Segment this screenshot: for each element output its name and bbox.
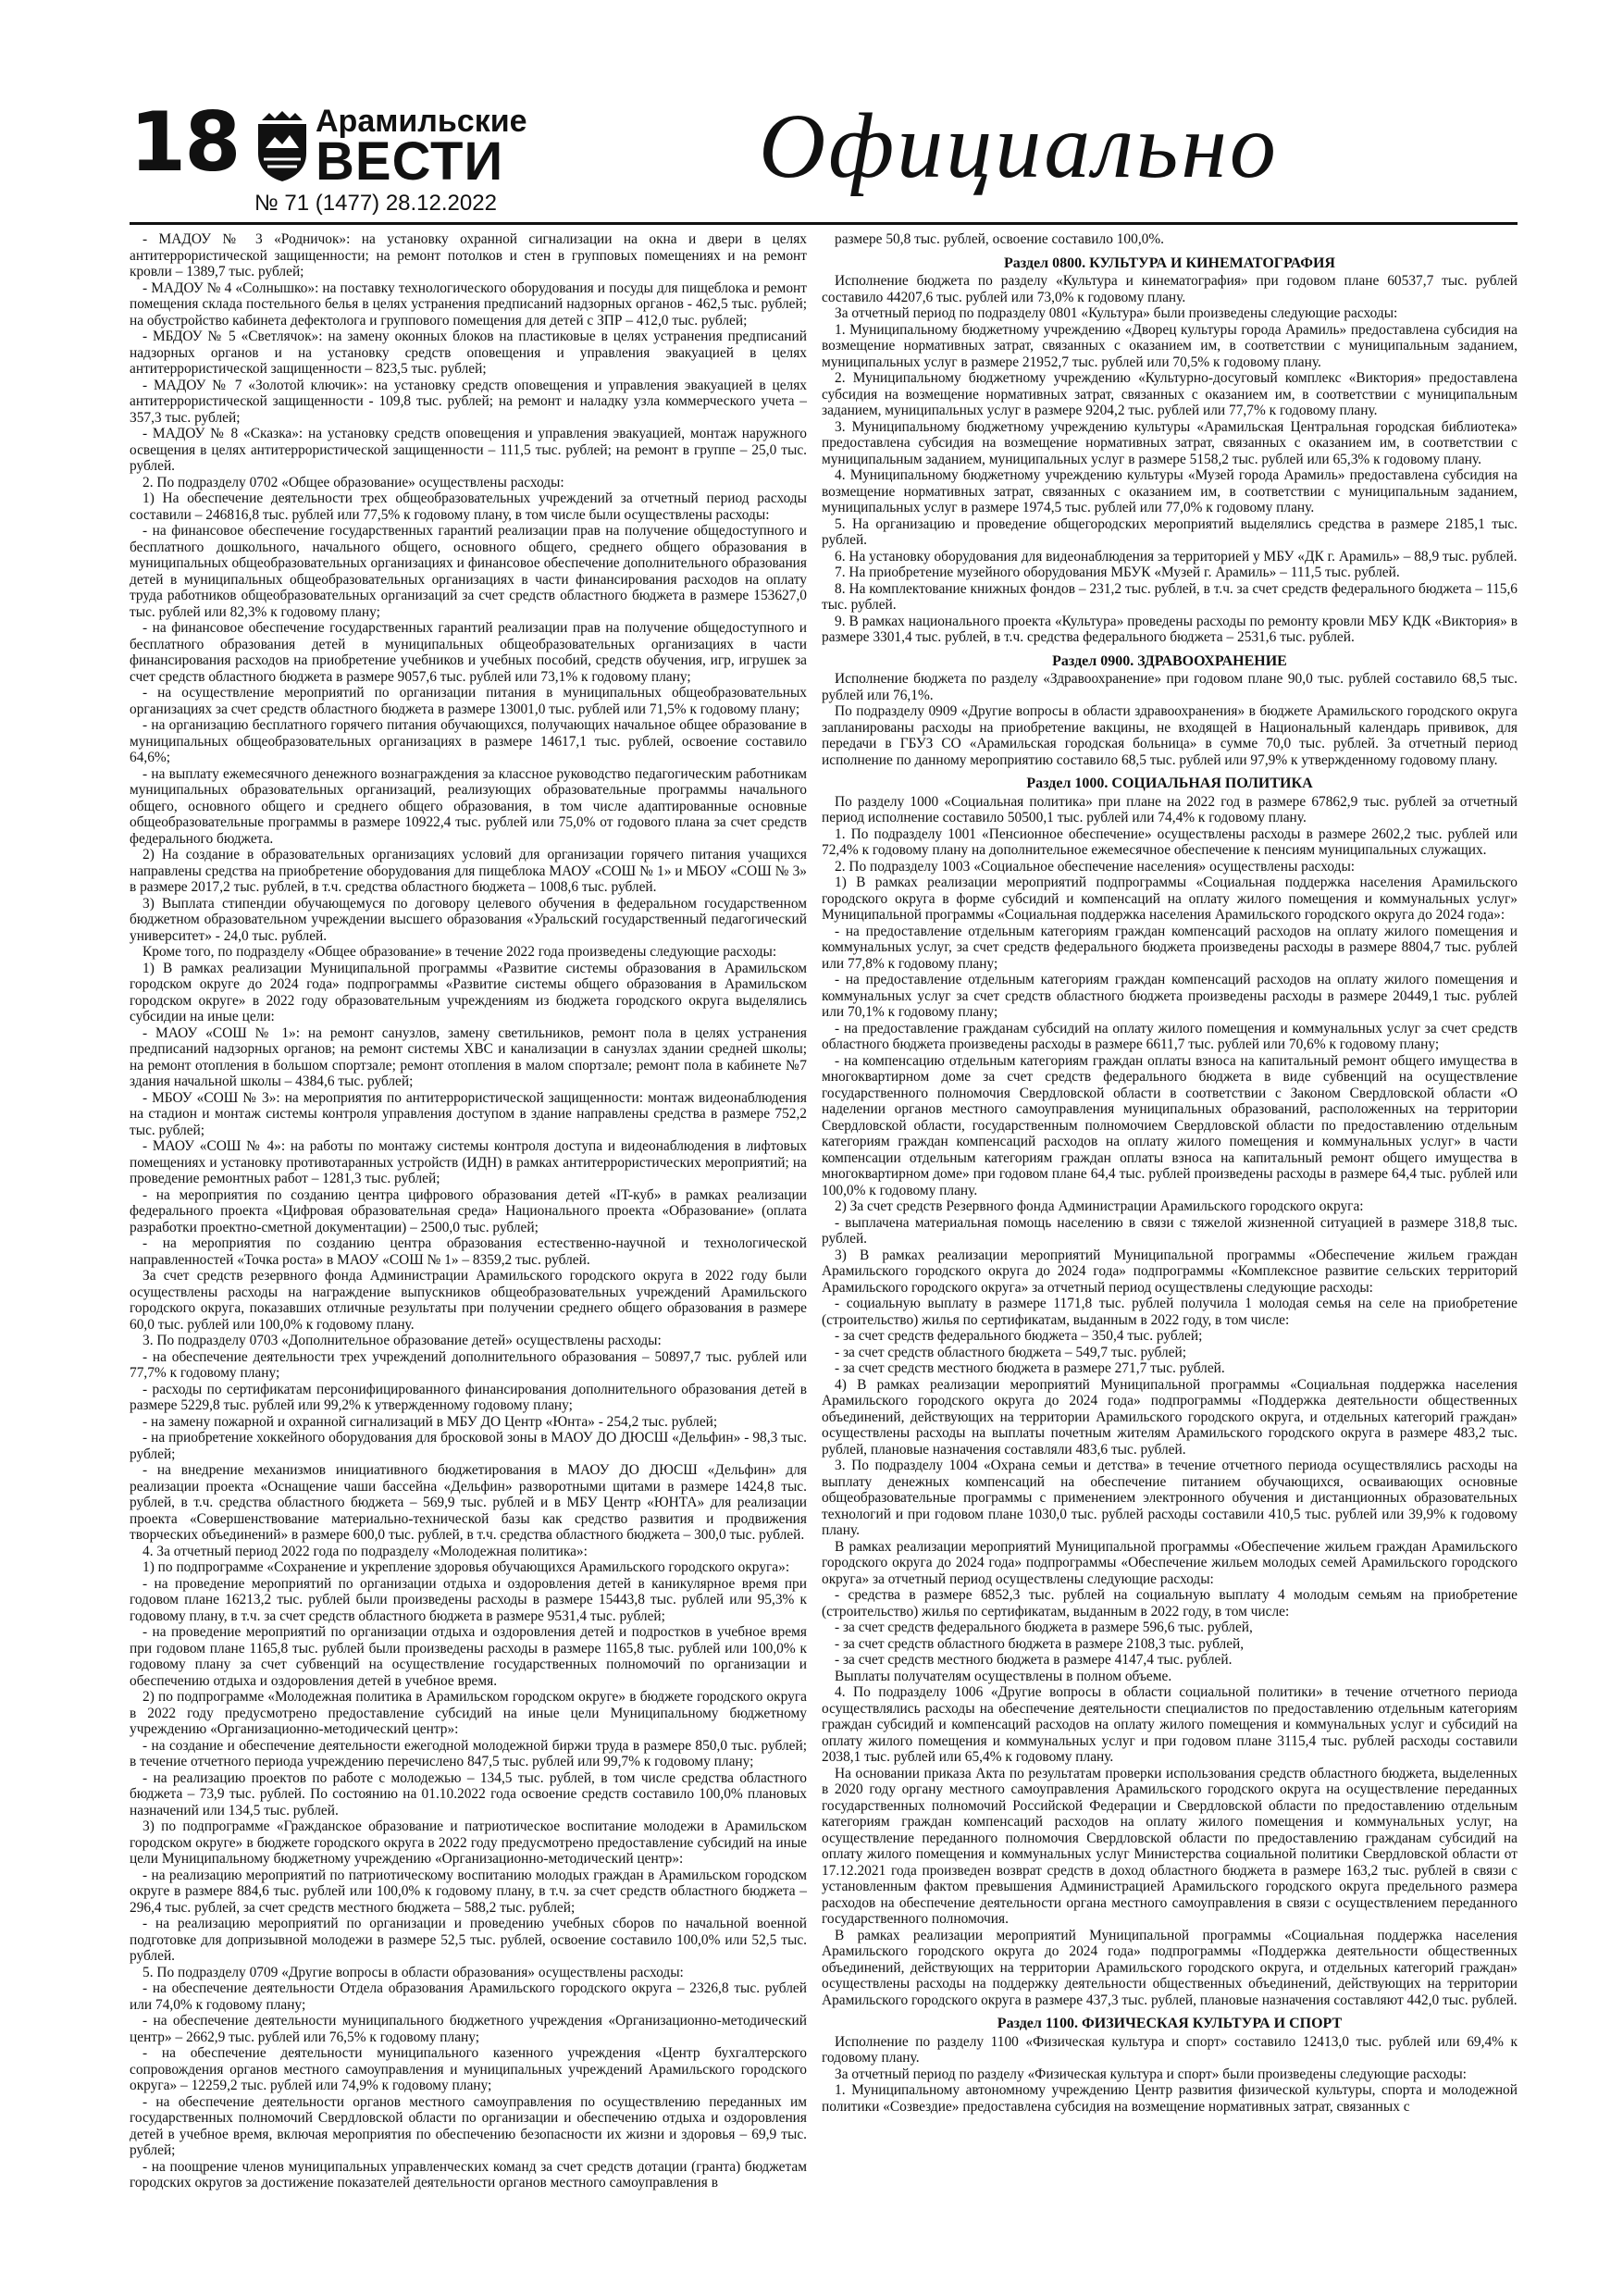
article-paragraph: 3) В рамках реализации мероприятий Муниципальной программы «Обеспечение жильем граждан Арамильского городского округа до 2024 года» подпрограммы «Комплексное развитие сельских территорий Арамильского городского округа» за отчетный период осуществлены следующие расходы: — [822, 1247, 1518, 1296]
article-paragraph: В рамках реализации мероприятий Муниципальной программы «Обеспечение жильем граждан Арамильского городского округа до 2024 года» подпрограммы «Обеспечение жильем молодых семей Арамильского городского округа» за отчетный период осуществлены следующие расходы: — [822, 1538, 1518, 1587]
article-paragraph: По разделу 1000 «Социальная политика» при плане на 2022 год в размере 67862,9 тыс. рублей за отчетный период исполнение составило 50500,1 тыс. рублей или 74,4% к годовому плану. — [822, 793, 1518, 825]
page-number: 18 — [130, 94, 240, 190]
right-column — [822, 231, 1518, 2286]
issue-info: № 71 (1477) 28.12.2022 — [254, 191, 497, 216]
article-paragraph: 1. По подразделу 1001 «Пенсионное обеспечение» осуществлены расходы в размере 2602,2 тыс. рублей или 72,4% к годовому плану на дополнительное ежемесячное обеспечение к пенсиям муниципальных служащих. — [822, 825, 1518, 858]
article-paragraph: 1) по подпрограмме «Сохранение и укрепление здоровья обучающихся Арамильского городского округа»: — [142, 1559, 790, 1575]
article-paragraph: - на создание и обеспечение деятельности ежегодной молодежной биржи труда в размере 850,0 тыс. рублей; в течение отчетного периода учреждению перечислено 847,5 тыс. рублей или 99,7% к годовому плану; — [130, 1737, 807, 1769]
article-paragraph: 2. Муниципальному бюджетному учреждению «Культурно-досуговый комплекс «Виктория» предоставлена субсидия на возмещение нормативных затрат, связанных с оказанием им, в соответствии с муниципальным заданием, муниципальных услуг в размере 9204,2 тыс. рублей или 77,7% к годовому плану. — [822, 370, 1518, 418]
article-paragraph: За отчетный период по подразделу 0801 «Культура» были произведены следующие расходы: — [835, 305, 1398, 321]
article-paragraph: - на финансовое обеспечение государственных гарантий реализации прав на получение общедоступного и бесплатного дошкольного, начального общего, основного общего, среднего общего образования в муниципальных общеобразовательных организациях и финансовое обеспечение дополнительного образования детей в муниципальных общеобразовательных организациях в части финансирования расходов на оплату труда работников общеобразовательных организаций за счет средств областного бюджета в размере 153627,0 тыс. рублей или 82,3% к годовому плану; — [130, 523, 807, 620]
article-paragraph: - МАДОУ № 7 «Золотой ключик»: на установку средств оповещения и управления эвакуацией в целях антитеррористической защищенности - 109,8 тыс. рублей; на ремонт и наладку узла коммерческого учета – 357,3 тыс. рублей; — [130, 377, 807, 426]
article-paragraph: - на обеспечение деятельности органов местного самоуправления по осуществлению переданных им государственных полномочий Свердловской области по организации и обеспечению отдыха и оздоровления детей в учебное время, включая мероприятия по обеспечению безопасности их жизни и здоровья – 69,9 тыс. рублей; — [130, 2093, 807, 2158]
article-paragraph: - на выплату ежемесячного денежного вознаграждения за классное руководство педагогическим работникам муниципальных образовательных организаций, реализующих образовательные программы начального общего, основного общего и среднего общего образования, в том числе адаптированные основные общеобразовательные программы в размере 10922,4 тыс. рублей или 75,0% от годового плана за счет средств федерального бюджета. — [130, 765, 807, 847]
section-heading: Раздел 1100. ФИЗИЧЕСКАЯ КУЛЬТУРА И СПОРТ — [997, 2016, 1343, 2031]
article-paragraph: Исполнение бюджета по разделу «Здравоохранение» при годовом плане 90,0 тыс. рублей составило 68,5 тыс. рублей или 76,1%. — [822, 671, 1518, 703]
article-paragraph: 1) На обеспечение деятельности трех общеобразовательных учреждений за отчетный период расходы составили – 246816,8 тыс. рублей или 77,5% к годовому плану, в том числе были осуществлены расходы: — [130, 490, 807, 523]
article-paragraph: 7. На приобретение музейного оборудования МБУК «Музей г. Арамиль» – 111,5 тыс. рублей. — [835, 565, 1400, 580]
section-heading: Раздел 0900. ЗДРАВООХРАНЕНИЕ — [1052, 652, 1287, 669]
article-paragraph: 5. На организацию и проведение общегородских мероприятий выделялись средства в размере 2185,1 тыс. рублей. — [822, 515, 1518, 548]
article-paragraph: - на предоставление отдельным категориям граждан компенсаций расходов на оплату жилого помещения и коммунальных услуг за счет средств областного бюджета произведены расходы в размере 20449,1 тыс. рублей или 70,1% к годовому плану; — [822, 972, 1518, 1020]
article-paragraph: 1. Муниципальному автономному учреждению Центр развития физической культуры, спорта и молодежной политики «Созвездие» предоставлена субсидия на возмещение нормативных затрат, связанных с — [822, 2082, 1518, 2115]
article-paragraph: - МАОУ «СОШ № 4»: на работы по монтажу системы контроля доступа и видеонаблюдения в лифтовых помещениях и установку противотаранных устройств (ИДН) в рамках антитеррористических мероприятий; на проведение ремонтных работ – 1281,3 тыс. рублей; — [130, 1138, 807, 1186]
article-paragraph: - на мероприятия по созданию центра образования естественно-научной и технологической направленностей «Точка роста» в МАОУ «СОШ № 1» – 8359,2 тыс. рублей. — [130, 1235, 807, 1268]
article-paragraph: 3. По подразделу 1004 «Охрана семьи и детства» в течение отчетного периода осуществлялись расходы на выплату денежных компенсаций на обеспечение питанием обучающихся, осваивающих основные общеобразовательные программы с применением электронного обучения и дистанционных образовательных технологий и при годовом плане 1030,0 тыс. рублей расходы составили 410,5 тыс. рублей или 39,9% к годовому плану. — [822, 1458, 1518, 1538]
article-paragraph: - на предоставление гражданам субсидий на оплату жилого помещения и коммунальных услуг за счет средств областного бюджета произведены расходы в размере 6611,7 тыс. рублей или 70,6% к годовому плану; — [822, 1020, 1518, 1052]
article-paragraph: Выплаты получателям осуществлены в полном объеме. — [835, 1668, 1172, 1684]
section-title: Официально — [759, 94, 1279, 197]
article-paragraph: - расходы по сертификатам персонифицированного финансирования дополнительного образования детей в размере 5229,8 тыс. рублей или 99,2% к утвержденному годовому плану; — [130, 1381, 807, 1413]
article-paragraph: - на реализацию мероприятий по патриотическому воспитанию молодых граждан в Арамильском городском округе в размере 884,6 тыс. рублей или 100,0% к годовому плану, в т.ч. за счет средств областного бюджета – 296,4 тыс. рублей, за счет средств местного бюджета – 588,2 тыс. рублей; — [130, 1867, 807, 1916]
section-heading: Раздел 0800. КУЛЬТУРА И КИНЕМАТОГРАФИЯ — [1004, 254, 1335, 271]
article-paragraph: размере 50,8 тыс. рублей, освоение составило 100,0%. — [835, 231, 1165, 247]
article-paragraph: - на реализацию мероприятий по организации и проведению учебных сборов по начальной военной подготовке для допризывной молодежи в размере 52,5 тыс. рублей, освоение составило 100,0% или 52,5 тыс. рублей. — [130, 1916, 807, 1964]
article-paragraph: 8. На комплектование книжных фондов – 231,2 тыс. рублей, в т.ч. за счет средств федерального бюджета – 115,6 тыс. рублей. — [822, 580, 1518, 613]
article-paragraph: 2) За счет средств Резервного фонда Администрации Арамильского городского округа: — [835, 1198, 1364, 1214]
article-paragraph: Исполнение бюджета по разделу «Культура и кинематография» при годовом плане 60537,7 тыс. рублей составило 44207,6 тыс. рублей или 73,0% к годовому плану. — [822, 273, 1518, 305]
article-paragraph: - на замену пожарной и охранной сигнализаций в МБУ ДО Центр «Юнта» - 254,2 тыс. рублей; — [142, 1413, 718, 1430]
article-paragraph: 2) по подпрограмме «Молодежная политика в Арамильском городском округе» в бюджете городского округа в 2022 году предусмотрено предоставление субсидий на иные цели Муниципальному бюджетному учреждению «Организационно-методический центр»: — [130, 1689, 807, 1737]
brand-title: ВЕСТИ — [316, 131, 504, 192]
article-paragraph: - на обеспечение деятельности муниципального бюджетного учреждения «Организационно-методический центр» – 2662,9 тыс. рублей или 76,5% к годовому плану; — [130, 2013, 807, 2045]
article-paragraph: - за счет средств областного бюджета в размере 2108,3 тыс. рублей, — [835, 1635, 1245, 1652]
article-paragraph: 2. По подразделу 1003 «Социальное обеспечение населения» осуществлены расходы: — [835, 858, 1356, 875]
article-paragraph: 4. Муниципальному бюджетному учреждению культуры «Музей города Арамиль» предоставлена субсидия на возмещение нормативных затрат, связанных с оказанием им, в соответствии с муниципальным заданием, муниципальных услуг в размере 1974,5 тыс. рублей или 77,0% к годовому плану. — [822, 467, 1518, 515]
article-paragraph: - МБДОУ № 5 «Светлячок»: на замену оконных блоков на пластиковые в целях устранения предписаний надзорных органов и на установку средств оповещения и управления эвакуацией в целях антитеррористической защищенности – 823,5 тыс. рублей; — [130, 329, 807, 377]
article-paragraph: - за счет средств местного бюджета в размере 271,7 тыс. рублей. — [835, 1360, 1225, 1376]
article-paragraph: 3) Выплата стипендии обучающемуся по договору целевого обучения в федеральном государственном бюджетном образовательном учреждении высшего образования «Уральский государственный педагогический университет» - 24,0 тыс. рублей. — [130, 895, 807, 944]
article-paragraph: - на приобретение хоккейного оборудования для бросковой зоны в МАОУ ДО ДЮСШ «Дельфин» - 98,3 тыс. рублей; — [130, 1430, 807, 1462]
article-paragraph: - выплачена материальная помощь населению в связи с тяжелой жизненной ситуацией в размере 318,8 тыс. рублей. — [822, 1214, 1518, 1247]
article-paragraph: 9. В рамках национального проекта «Культура» проведены расходы по ремонту кровли МБУ КДК «Виктория» в размере 3301,4 тыс. рублей, в т.ч. средства федерального бюджета – 2531,6 тыс. рублей. — [822, 613, 1518, 645]
article-paragraph: В рамках реализации мероприятий Муниципальной программы «Социальная поддержка населения Арамильского городского округа до 2024 года» подпрограммы «Поддержка деятельности общественных объединений, действующих на территории Арамильского городского округа, и отдельных категорий граждан» осуществлены расходы на поддержку деятельности общественных объединений, действующих на территории Арамильского городского округа в размере 437,3 тыс. рублей, плановые назначения составляют 442,0 тыс. рублей. — [822, 1927, 1518, 2008]
masthead — [130, 93, 1518, 231]
article-paragraph: 3. Муниципальному бюджетному учреждению культуры «Арамильская Центральная городская библиотека» предоставлена субсидия на возмещение нормативных затрат, связанных с оказанием им, в соответствии с муниципальным заданием, муниципальных услуг в размере 5158,2 тыс. рублей или 65,3% к годовому плану. — [822, 418, 1518, 467]
left-column — [130, 231, 807, 2286]
article-paragraph: 1) В рамках реализации Муниципальной программы «Развитие системы образования в Арамильском городском округе до 2024 года» подпрограммы «Развитие системы общего образования в Арамильском городском округе» в 2022 году образовательным учреждениям из бюджета городского округа выделялись субсидии на иные цели: — [130, 960, 807, 1024]
article-paragraph: - на обеспечение деятельности Отдела образования Арамильского городского округа – 2326,8 тыс. рублей или 74,0% к годовому плану; — [130, 1980, 807, 2013]
article-paragraph: - МАОУ «СОШ № 1»: на ремонт санузлов, замену светильников, ремонт пола в целях устранения предписаний надзорных органов; на ремонт системы ХВС и канализации в санузлах здании средней школы; на ремонт отопления в большом спортзале; ремонт отопления в малом спортзале; ремонт пола в кабинете №7 здания начальной школы – 4384,6 тыс. рублей; — [130, 1024, 807, 1089]
article-paragraph: За счет средств резервного фонда Администрации Арамильского городского округа в 2022 году были осуществлены расходы на награждение выпускников общеобразовательных учреждений Арамильского городского округа, показавших отличные результаты при получении среднего общего образования в размере 60,0 тыс. рублей или 100,0% к годовому плану. — [130, 1268, 807, 1333]
article-paragraph: 2. По подразделу 0702 «Общее образование» осуществлены расходы: — [142, 474, 564, 490]
article-paragraph: - за счет средств федерального бюджета – 350,4 тыс. рублей; — [835, 1328, 1203, 1344]
article-paragraph: - МАДОУ № 4 «Солнышко»: на поставку технологического оборудования и посуды для пищеблока и ремонт помещения склада постельного белья в целях устранения предписаний надзорных органов - 462,5 тыс. рублей; на обустройство кабинета дефектолога и группового помещения для детей с ЗПР – 412,0 тыс. рублей; — [130, 279, 807, 329]
article-paragraph: 4. По подразделу 1006 «Другие вопросы в области социальной политики» в течение отчетного периода осуществлялись расходы на обеспечение деятельности специалистов по предоставлению отдельным категориям граждан субсидий и компенсаций расходов на оплату жилого помещения и коммунальных услуг и субсидий на оплату жилого помещения и коммунальных услуг и при годовом плане 3115,4 тыс. рублей расходы составили 2038,1 тыс. рублей или 65,4% к годовому плану. — [822, 1684, 1518, 1765]
article-paragraph: - социальную выплату в размере 1171,8 тыс. рублей получила 1 молодая семья на селе на приобретение (строительство) жилья по сертификатам, выданным в 2022 году, в том числе: — [822, 1296, 1518, 1328]
article-paragraph: - средства в размере 6852,3 тыс. рублей на социальную выплату 4 молодым семьям на приобретение (строительство) жилья по сертификатам, выданным в 2022 году, в том числе: — [822, 1587, 1518, 1620]
article-paragraph: - на обеспечение деятельности муниципального казенного учреждения «Центр бухгалтерского сопровождения органов местного самоуправления и муниципальных учреждений Арамильского городского округа» – 12259,2 тыс. рублей или 74,9% к годовому плану; — [130, 2045, 807, 2093]
article-paragraph: - за счет средств федерального бюджета в размере 596,6 тыс. рублей, — [835, 1620, 1253, 1635]
article-paragraph: - на внедрение механизмов инициативного бюджетирования в МАОУ ДО ДЮСШ «Дельфин» для реализации проекта «Оснащение чаши бассейна «Дельфин» разворотными щитами в размере 1424,8 тыс. рублей, в т.ч. средства областного бюджета – 569,9 тыс. рублей и в МБУ Центр «ЮНТА» для реализации проекта «Совершенствование материально-технической базы как средство развития и продвижения творческих объединений» в размере 600,0 тыс. рублей, в т.ч. средства областного бюджета – 300,0 тыс. рублей. — [130, 1462, 807, 1543]
article-paragraph: 5. По подразделу 0709 «Другие вопросы в области образования» осуществлены расходы: — [142, 1964, 684, 1980]
article-paragraph: 1) В рамках реализации мероприятий подпрограммы «Социальная поддержка населения Арамильского городского округа в форме субсидий и компенсаций на оплату жилого помещения и коммунальных услуг» Муниципальной программы «Социальная поддержка населения Арамильского городского округа до 2024 года»: — [822, 875, 1518, 923]
article-paragraph: 3) по подпрограмме «Гражданское образование и патриотическое воспитание молодежи в Арамильском городском округе» в бюджете городского округа в 2022 году предусмотрено предоставление субсидий на иные цели Муниципальному бюджетному учреждению «Организационно-методический центр»: — [130, 1818, 807, 1867]
article-paragraph: - за счет средств областного бюджета – 549,7 тыс. рублей; — [835, 1344, 1186, 1360]
article-paragraph: - на проведение мероприятий по организации отдыха и оздоровления детей в каникулярное время при годовом плане 16213,2 тыс. рублей были произведены расходы в размере 15443,8 тыс. рублей или 95,3% к годовому плану, в т.ч. за счет средств областного бюджета в размере 9531,4 тыс. рублей; — [130, 1575, 807, 1624]
article-paragraph: За отчетный период по разделу «Физическая культура и спорт» были произведены следующие расходы: — [835, 2066, 1467, 2082]
article-paragraph: - на реализацию проектов по работе с молодежью – 134,5 тыс. рублей, в том числе средства областного бюджета – 73,9 тыс. рублей. По состоянию на 01.10.2022 года освоение средств составило 100,0% плановых назначений или 134,5 тыс. рублей. — [130, 1769, 807, 1818]
article-paragraph: - на мероприятия по созданию центра цифрового образования детей «IT-куб» в рамках реализации федерального проекта «Цифровая образовательная среда» Национального проекта «Образование» (оплата разработки проектно-сметной документации) – 2500,0 тыс. рублей; — [130, 1186, 807, 1235]
article-paragraph: 4. За отчетный период 2022 года по подразделу «Молодежная политика»: — [142, 1543, 588, 1559]
article-paragraph: Исполнение по разделу 1100 «Физическая культура и спорт» составило 12413,0 тыс. рублей или 69,4% к годовому плану. — [822, 2033, 1518, 2066]
newspaper-logo — [254, 100, 625, 225]
article-paragraph: - на финансовое обеспечение государственных гарантий реализации прав на получение общедоступного и бесплатного образования детей в муниципальных общеобразовательных организациях в части финансирования расходов на приобретение учебников и учебных пособий, средств обучения, игр, игрушек за счет средств областного бюджета в размере 9057,6 тыс. рублей или 73,1% к годовому плану; — [130, 620, 807, 685]
article-paragraph: - за счет средств местного бюджета в размере 4147,4 тыс. рублей. — [835, 1652, 1233, 1668]
article-paragraph: - на организацию бесплатного горячего питания обучающихся, получающих начальное общее образование в муниципальных общеобразовательных организациях в размере 14617,1 тыс. рублей, освоение составило 64,6%; — [130, 717, 807, 765]
article-paragraph: - на поощрение членов муниципальных управленческих команд за счет средств дотации (гранта) бюджетам городских округов за достижение показателей деятельности органов местного самоуправления в — [130, 2158, 807, 2191]
article-paragraph: - на проведение мероприятий по организации отдыха и оздоровления детей и подростков в учебное время при годовом плане 1165,8 тыс. рублей были произведены расходы в размере 1165,8 тыс. рублей или 100,0% к годовому плану за счет субвенций на осуществление государственных полномочий по организации и обеспечению отдыха и оздоровления детей в учебное время. — [130, 1624, 807, 1689]
section-heading: Раздел 1000. СОЦИАЛЬНАЯ ПОЛИТИКА — [1026, 776, 1313, 791]
article-paragraph: - на осуществление мероприятий по организации питания в муниципальных общеобразовательных организациях за счет средств областного бюджета в размере 13001,0 тыс. рублей или 71,5% к годовому плану; — [130, 685, 807, 717]
article-paragraph: - МБОУ «СОШ № 3»: на мероприятия по антитеррористической защищенности: монтаж видеонаблюдения на стадион и монтаж системы контроля управления доступом в здание направлены средства в размере 752,2 тыс. рублей; — [130, 1089, 807, 1138]
article-paragraph: 2) На создание в образовательных организациях условий для организации горячего питания учащихся направлены средства на приобретение оборудования для пищеблока МАОУ «СОШ № 1» и МБОУ «СОШ № 3» в размере 2017,2 тыс. рублей, в т.ч. средства областного бюджета – 1008,6 тыс. рублей. — [130, 847, 807, 895]
article-paragraph: 3. По подразделу 0703 «Дополнительное образование детей» осуществлены расходы: — [142, 1333, 662, 1348]
article-paragraph: - МАДОУ № 8 «Сказка»: на установку средств оповещения и управления эвакуацией, монтаж наружного освещения в целях антитеррористической защищенности – 111,5 тыс. рублей; на ремонт в группе – 25,0 тыс. рублей. — [130, 426, 807, 474]
article-paragraph: По подразделу 0909 «Другие вопросы в области здравоохранения» в бюджете Арамильского городского округа запланированы расходы на приобретение вакцины, не входящей в Национальный календарь прививок, для передачи в ГБУЗ СО «Арамильская городская больница» в сумме 70,0 тыс. рублей. За отчетный период исполнение по данному мероприятию составило 68,5 тыс. рублей или 97,9% к утвержденному годовому плану. — [822, 703, 1518, 768]
article-paragraph: Кроме того, по подразделу «Общее образование» в течение 2022 года произведены следующие расходы: — [142, 944, 777, 960]
article-paragraph: - на обеспечение деятельности трех учреждений дополнительного образования – 50897,7 тыс. рублей или 77,7% к годовому плану; — [130, 1348, 807, 1381]
article-paragraph: 6. На установку оборудования для видеонаблюдения за территорией у МБУ «ДК г. Арамиль» – 88,9 тыс. рублей. — [835, 548, 1518, 565]
coat-of-arms-icon — [254, 111, 310, 181]
header-rule — [130, 222, 1518, 225]
article-paragraph: - МАДОУ № 3 «Родничок»: на установку охранной сигнализации на окна и двери в целях антитеррористической защищенности; на ремонт потолков и стен в групповых помещениях и на ремонт кровли – 1389,7 тыс. рублей; — [130, 231, 807, 279]
article-paragraph: На основании приказа Акта по результатам проверки использования средств областного бюджета, выделенных в 2020 году органу местного самоуправления Арамильского городского округа на осуществление переданных государственных полномочий Российской Федерации и Свердловской области по предоставлению отдельным категориям граждан компенсаций расходов на оплату жилого помещения и коммунальных услуг, на осуществление переданного полномочия Свердловской области по предоставлению гражданам субсидий на оплату жилого помещения и коммунальных услуг Министерства социальной политики Свердловской области от 17.12.2021 года произведен возврат средств в доход областного бюджета в размере 163,2 тыс. рублей в связи с установленным фактом превышения Администрацией Арамильского городского округа предельного размера расходов на обеспечение деятельности органа местного самоуправления в связи с осуществлением переданного государственного полномочия. — [822, 1765, 1518, 1927]
article-paragraph: 4) В рамках реализации мероприятий Муниципальной программы «Социальная поддержка населения Арамильского городского округа до 2024 года» подпрограммы «Поддержка деятельности общественных объединений, действующих на территории Арамильского городского округа, и отдельных категорий граждан» осуществлены расходы на выплаты почетным жителям Арамильского городского округа в размере 483,2 тыс. рублей, плановые назначения составляли 483,6 тыс. рублей. — [822, 1376, 1518, 1458]
article-paragraph: - на предоставление отдельным категориям граждан компенсаций расходов на оплату жилого помещения и коммунальных услуг, за счет средств федерального бюджета произведены расходы в размере 8804,7 тыс. рублей или 77,8% к годовому плану; — [822, 923, 1518, 972]
article-paragraph: - на компенсацию отдельным категориям граждан оплаты взноса на капитальный ремонт общего имущества в многоквартирном доме за счет средств федерального бюджета в виде субвенций на осуществление государственного полномочия Свердловской области в соответствии с Законом Свердловской области «О наделении органов местного самоуправления муниципальных образований, расположенных на территории Свердловской области, государственным полномочием Свердловской области по предоставлению отдельным категориям граждан компенсаций расходов на оплату жилого помещения и коммунальных услуг» в части компенсации отдельным категориям граждан оплаты взноса на капитальный ремонт общего имущества в многоквартирном доме» при годовом плане 64,4 тыс. рублей произведены расходы в размере 64,4 тыс. рублей или 100,0% к годовому плану. — [822, 1052, 1518, 1198]
article-paragraph: 1. Муниципальному бюджетному учреждению «Дворец культуры города Арамиль» предоставлена субсидия на возмещение нормативных затрат, связанных с оказанием им, в соответствии с муниципальным заданием, муниципальных услуг в размере 21952,7 тыс. рублей или 70,5% к годовому плану. — [822, 321, 1518, 370]
brand-subtitle: Арамильские — [316, 104, 527, 139]
